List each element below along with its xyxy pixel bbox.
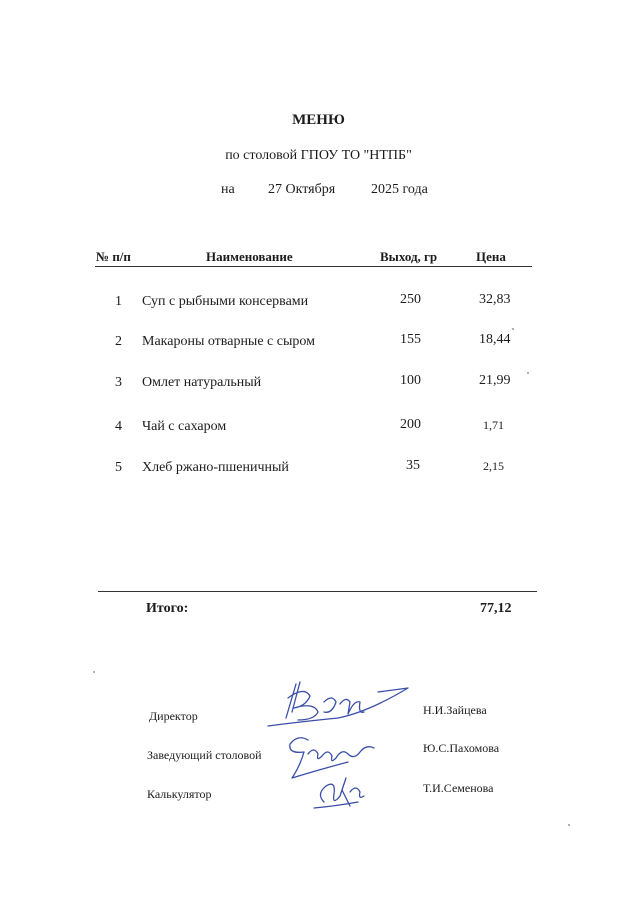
director-signature-mark [258, 672, 418, 732]
signature-name-calculator: Т.И.Семенова [423, 781, 494, 795]
total-label: Итого: [146, 601, 189, 616]
header-rule [95, 266, 532, 267]
date-prefix: на [221, 182, 235, 197]
signature-role-director: Директор [149, 709, 198, 723]
total-value: 77,12 [480, 601, 512, 616]
total-rule [98, 591, 537, 592]
row-yield: 100 [400, 373, 421, 388]
date-day-month: 27 Октября [268, 182, 336, 197]
document-subtitle: по столовой ГПОУ ТО "НТПБ" [225, 148, 412, 163]
row-number: 5 [115, 460, 122, 475]
row-number: 4 [115, 419, 122, 434]
header-price: Цена [476, 249, 506, 264]
row-name: Суп с рыбными консервами [142, 294, 309, 309]
row-number: 2 [115, 334, 122, 349]
date-year: 2025 года [371, 182, 428, 197]
scan-speck [93, 671, 95, 673]
scan-speck [568, 824, 570, 826]
signature-name-director: Н.И.Зайцева [423, 703, 487, 717]
header-number: № п/п [96, 249, 131, 264]
header-yield: Выход, гр [380, 249, 438, 264]
document-title: МЕНЮ [292, 112, 345, 128]
row-price: 1,71 [483, 418, 504, 432]
row-yield: 35 [406, 458, 420, 473]
signature-role-calculator: Калькулятор [147, 787, 212, 801]
scan-speck [527, 372, 529, 374]
row-price: 18,44 [479, 332, 511, 347]
row-yield: 200 [400, 417, 421, 432]
scan-speck [512, 328, 514, 330]
signature-role-canteen-head: Заведующий столовой [147, 748, 262, 762]
row-number: 1 [115, 294, 122, 309]
row-yield: 155 [400, 332, 421, 347]
row-name: Макароны отварные с сыром [142, 334, 315, 349]
row-name: Чай с сахаром [142, 419, 227, 434]
signature-name-canteen-head: Ю.С.Пахомова [423, 741, 500, 755]
row-name: Хлеб ржано-пшеничный [142, 460, 289, 475]
row-name: Омлет натуральный [142, 375, 262, 390]
header-name: Наименование [206, 249, 293, 264]
row-price: 2,15 [483, 459, 504, 473]
row-price: 21,99 [479, 373, 511, 388]
row-price: 32,83 [479, 292, 511, 307]
calculator-signature-mark [306, 766, 376, 814]
row-number: 3 [115, 375, 122, 390]
row-yield: 250 [400, 292, 421, 307]
